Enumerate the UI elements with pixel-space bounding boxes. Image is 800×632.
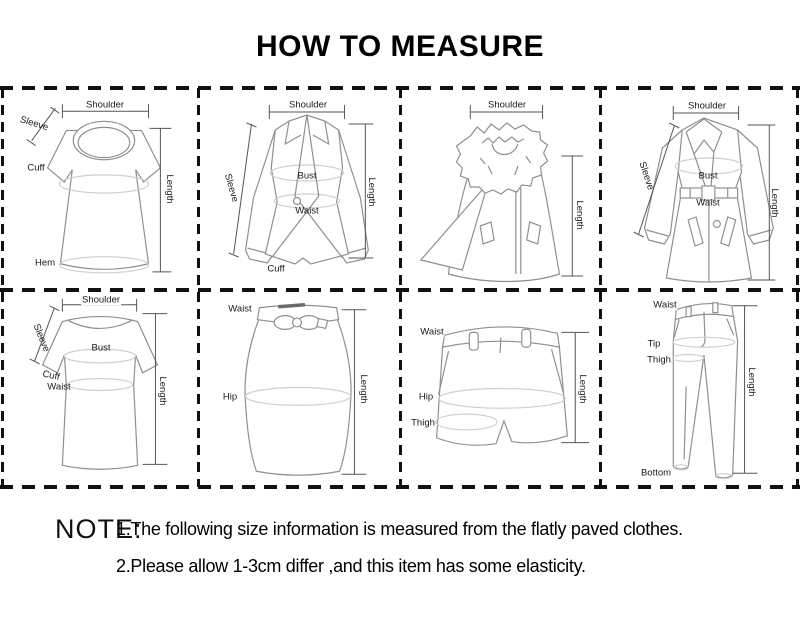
label-waist: Waist <box>696 197 720 209</box>
hooded-coat-outline <box>421 123 560 282</box>
skirt-outline <box>245 305 351 475</box>
panel-blazer <box>200 88 398 288</box>
panel-shorts <box>401 290 599 487</box>
note-line-1: 1.The following size information is measured from the flatly paved clothes. <box>116 519 683 539</box>
label-cuff: Cuff <box>267 263 285 275</box>
label-length: Length <box>365 177 377 207</box>
panel-dress <box>1 290 199 487</box>
panel-pants <box>601 290 799 487</box>
pants-outline <box>672 303 737 479</box>
label-shoulder: Shoulder <box>687 100 727 112</box>
label-length: Length <box>357 374 369 404</box>
label-waist: Waist <box>653 299 677 311</box>
hooded-coat-illustration <box>401 88 599 288</box>
label-length: Length <box>156 376 168 406</box>
shorts-outline <box>436 327 568 445</box>
label-cuff: Cuff <box>41 368 61 383</box>
label-length: Length <box>163 174 175 204</box>
label-sleeve: Sleeve <box>636 160 656 192</box>
page-title: HOW TO MEASURE <box>255 30 545 63</box>
label-thigh: Thigh <box>647 354 671 366</box>
panel-skirt <box>200 290 398 487</box>
label-sleeve: Sleeve <box>18 114 50 134</box>
label-length: Length <box>573 200 585 230</box>
label-bust: Bust <box>91 342 111 354</box>
label-length: Length <box>576 374 588 404</box>
pants-illustration <box>601 290 799 487</box>
label-shoulder: Shoulder <box>487 99 527 111</box>
dress-illustration <box>1 290 199 487</box>
label-hip: Hip <box>222 391 238 403</box>
label-waist: Waist <box>228 303 252 315</box>
label-shoulder: Shoulder <box>85 99 125 111</box>
label-thigh: Thigh <box>411 417 435 429</box>
label-hem: Hem <box>34 257 56 269</box>
label-length: Length <box>768 188 780 218</box>
label-shoulder: Shoulder <box>288 99 328 111</box>
note-line-2: 2.Please allow 1-3cm differ ,and this item has some elasticity. <box>116 556 586 576</box>
label-cuff: Cuff <box>27 162 45 174</box>
panel-t-shirt <box>1 88 199 290</box>
label-length: Length <box>745 367 757 397</box>
label-waist: Waist <box>420 326 444 338</box>
shorts-illustration <box>401 290 599 487</box>
panel-trench-coat <box>601 88 799 288</box>
label-hip: Hip <box>418 391 434 403</box>
label-bust: Bust <box>297 170 317 182</box>
label-bust: Bust <box>698 170 718 182</box>
dress-outline <box>43 317 158 470</box>
label-tip: Tip <box>647 338 661 350</box>
label-shoulder: Shoulder <box>81 294 121 306</box>
label-sleeve: Sleeve <box>30 322 52 354</box>
note-heading: NOTE: <box>55 514 143 544</box>
blazer-outline <box>246 115 369 264</box>
label-waist: Waist <box>295 205 319 217</box>
label-waist: Waist <box>47 381 71 393</box>
t-shirt-outline <box>48 121 161 273</box>
label-bottom: Bottom <box>640 467 672 479</box>
panel-hooded-coat <box>401 88 599 288</box>
label-sleeve: Sleeve <box>221 172 241 204</box>
